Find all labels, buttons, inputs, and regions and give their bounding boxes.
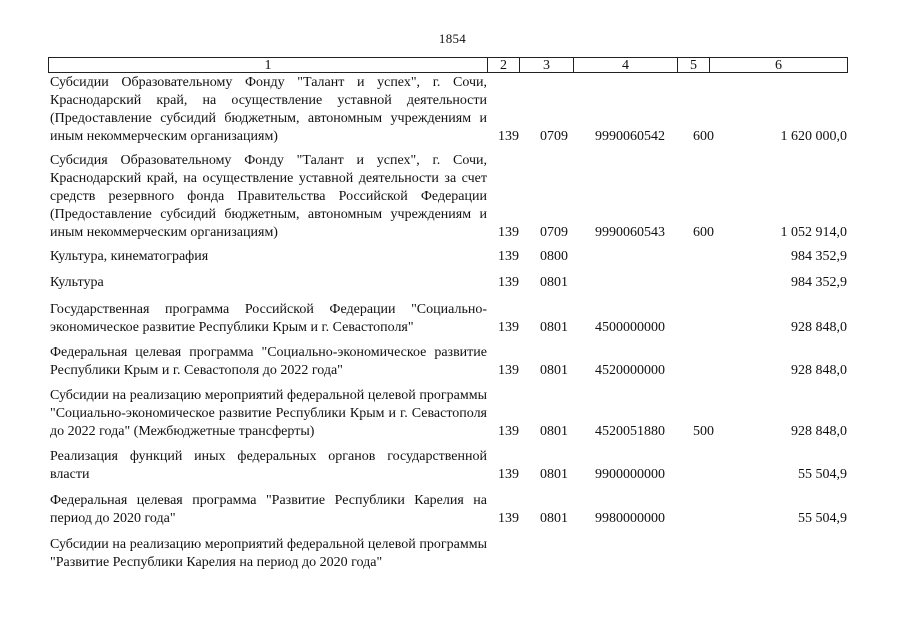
ministry-code: 139	[498, 249, 519, 264]
header-col-4: 4	[574, 58, 678, 72]
header-col-5: 5	[678, 58, 710, 72]
table-row	[0, 448, 905, 484]
row-description: Государственная программа Российской Федерации "Социально-экономическое развитие Республики Крым и г. Севастополя"	[50, 302, 487, 335]
section-code: 0709	[540, 129, 568, 144]
table-row	[0, 274, 905, 292]
amount: 1 620 000,0	[780, 129, 847, 144]
target-code: 9990060542	[595, 129, 665, 144]
row-description: Субсидии Образовательному Фонду "Талант и успех", г. Сочи, Краснодарский край, на осуществление уставной деятельности (Предоставление субсидий бюджетным, автономным учреждениям и иным некоммерческим организациям)	[50, 75, 487, 144]
expense-type-code: 500	[693, 424, 714, 439]
row-description: Субсидия Образовательному Фонду "Талант и успех", г. Сочи, Краснодарский край, на осуществление уставной деятельности за счет средств резервного фонда Правительства Российской Федерации (Предоставление субсидий бюджетным, автономным учреждениям и иным некоммерческим организациям)	[50, 153, 487, 240]
amount: 928 848,0	[791, 363, 847, 378]
section-code: 0801	[540, 511, 568, 526]
table-header	[48, 57, 848, 73]
row-description: Федеральная целевая программа "Социально-экономическое развитие Республики Крым и г. Севастополя до 2022 года"	[50, 345, 487, 378]
ministry-code: 139	[498, 467, 519, 482]
amount: 55 504,9	[798, 467, 847, 482]
amount: 928 848,0	[791, 320, 847, 335]
section-code: 0709	[540, 225, 568, 240]
row-description: Реализация функций иных федеральных органов государственной власти	[50, 449, 487, 482]
row-description: Культура	[50, 275, 104, 290]
amount: 984 352,9	[791, 249, 847, 264]
ministry-code: 139	[498, 363, 519, 378]
table-row	[0, 344, 905, 380]
amount: 984 352,9	[791, 275, 847, 290]
section-code: 0801	[540, 275, 568, 290]
table-row	[0, 248, 905, 266]
table-row	[0, 74, 905, 146]
row-description: Субсидии на реализацию мероприятий федеральной целевой программы "Социально-экономическое развитие Республики Крым и г. Севастополя до 2022 года" (Межбюджетные трансферты)	[50, 388, 487, 439]
row-description: Субсидии на реализацию мероприятий федеральной целевой программы "Развитие Республики Карелия на период до 2020 года"	[50, 537, 487, 570]
table-row	[0, 492, 905, 528]
target-code: 4500000000	[595, 320, 665, 335]
section-code: 0800	[540, 249, 568, 264]
target-code: 4520051880	[595, 424, 665, 439]
section-code: 0801	[540, 467, 568, 482]
header-col-6: 6	[775, 58, 782, 73]
target-code: 9900000000	[595, 467, 665, 482]
target-code: 9990060543	[595, 225, 665, 240]
section-code: 0801	[540, 320, 568, 335]
ministry-code: 139	[498, 424, 519, 439]
target-code: 9980000000	[595, 511, 665, 526]
header-col-3: 3	[520, 58, 574, 72]
section-code: 0801	[540, 363, 568, 378]
target-code: 4520000000	[595, 363, 665, 378]
ministry-code: 139	[498, 275, 519, 290]
amount: 928 848,0	[791, 424, 847, 439]
header-col-2: 2	[488, 58, 520, 72]
row-description: Федеральная целевая программа "Развитие Республики Карелия на период до 2020 года"	[50, 493, 487, 526]
ministry-code: 139	[498, 511, 519, 526]
table-row	[0, 301, 905, 337]
table-row	[0, 387, 905, 441]
table-row	[0, 152, 905, 242]
expense-type-code: 600	[693, 129, 714, 144]
amount: 55 504,9	[798, 511, 847, 526]
ministry-code: 139	[498, 129, 519, 144]
table-row	[0, 536, 905, 572]
ministry-code: 139	[498, 225, 519, 240]
expense-type-code: 600	[693, 225, 714, 240]
row-description: Культура, кинематография	[50, 249, 209, 264]
amount: 1 052 914,0	[780, 225, 847, 240]
ministry-code: 139	[498, 320, 519, 335]
section-code: 0801	[540, 424, 568, 439]
header-col-1: 1	[49, 58, 488, 72]
page-number: 1854	[438, 31, 467, 46]
